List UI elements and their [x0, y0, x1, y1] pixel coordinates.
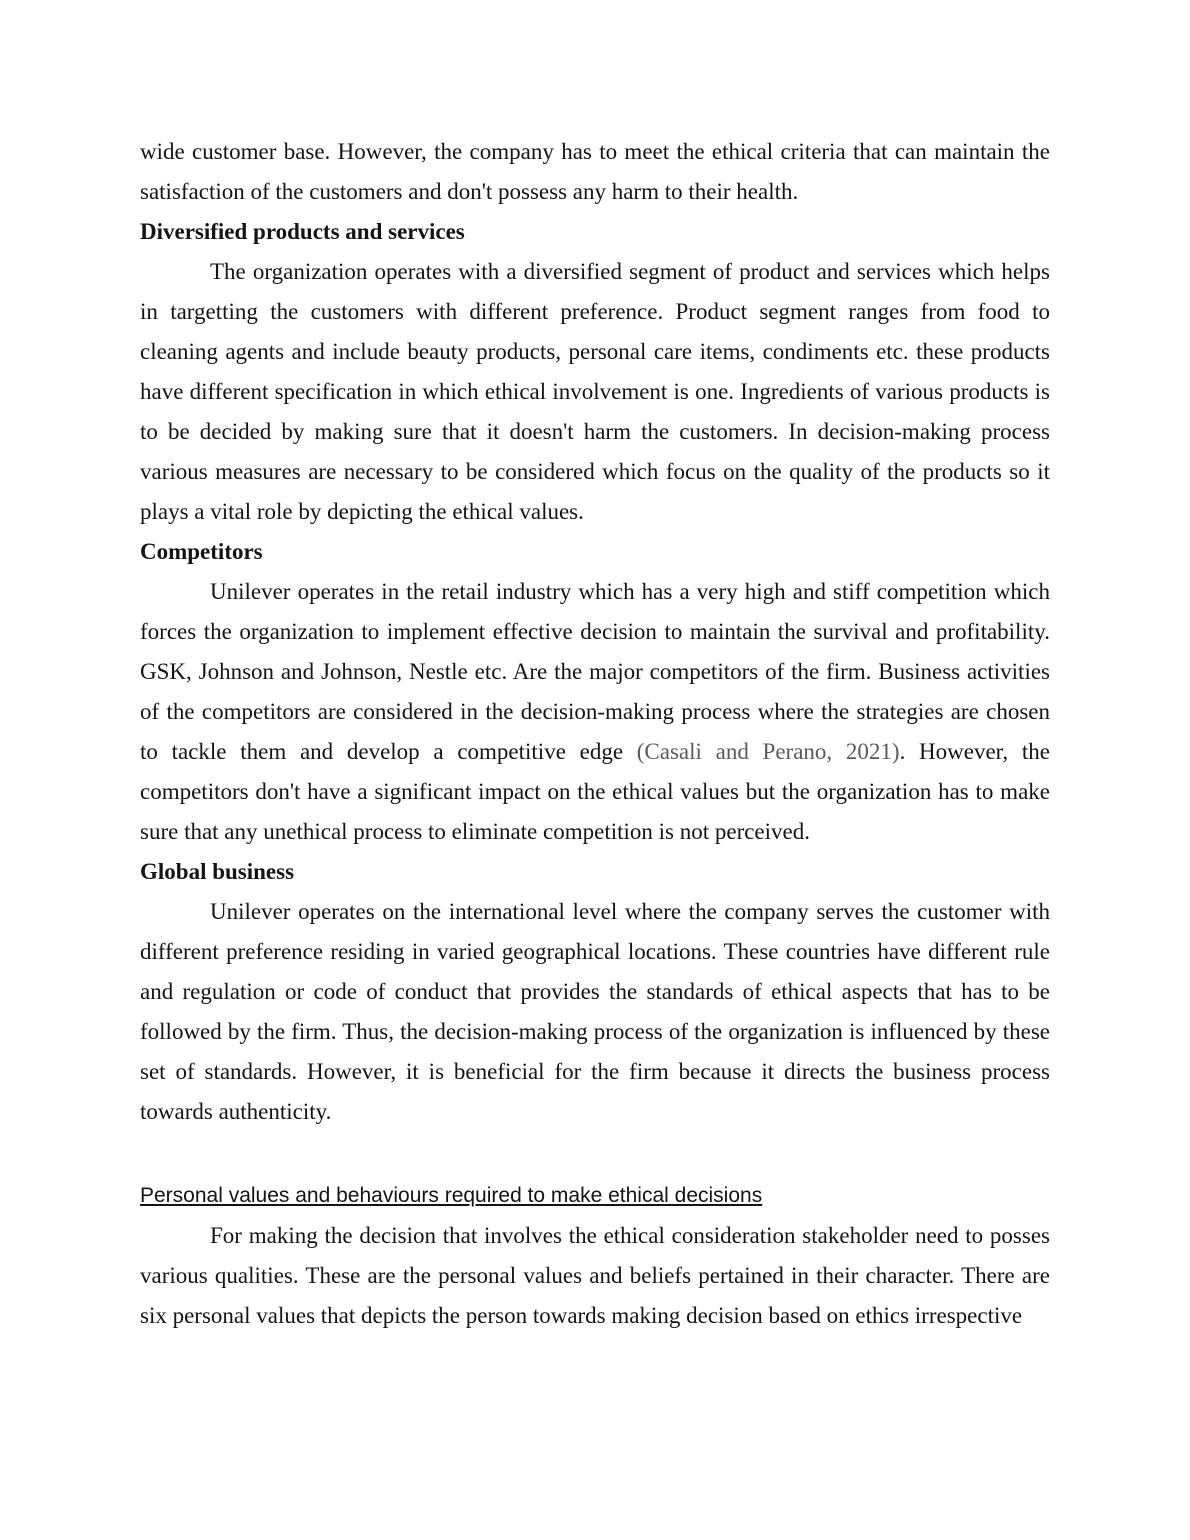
heading-global-business: Global business: [140, 859, 295, 884]
paragraph-personal-values: For making the decision that involves the ethical consideration stakeholder need to posses various qualities. These are the personal values and beliefs pertained in their character. There are six personal values that depicts the person towards making decision based on ethics irrespective: [140, 1223, 1050, 1328]
citation-casali-perano: (Casali and Perano, 2021): [636, 739, 900, 764]
heading-competitors: Competitors: [140, 539, 263, 564]
paragraph-global-business: Unilever operates on the international level where the company serves the customer with different preference residing in varied geographical locations. These countries have different rule and regulation or code of conduct that provides the standards of ethical aspects that has to be followed by the firm. Thus, the decision-making process of the organization is influenced by these set of standards. However, it is beneficial for the firm because it directs the business process towards authenticity.: [140, 899, 1050, 1124]
paragraph-diversified-products: The organization operates with a diversified segment of product and services which helps in targetting the customers with different preference. Product segment ranges from food to cleaning agents and include beauty products, personal care items, condiments etc. these products have different specification in which ethical involvement is one. Ingredients of various products is to be decided by making sure that it doesn't harm the customers. In decision-making process various measures are necessary to be considered which focus on the quality of the products so it plays a vital role by depicting the ethical values.: [140, 259, 1050, 524]
heading-personal-values: Personal values and behaviours required to make ethical decisions: [140, 1184, 763, 1207]
paragraph-text-before-citation: Unilever operates in the retail industry which has a very high and stiff competition which forces the organization to implement effective decision to maintain the survival and profitability. GSK, Johnson and Johnson, Nestle etc. Are the major competitors of the firm. Business activities of the competitors are considered in the decision-making process where the strategies are chosen to tackle them and develop a competitive edge: [140, 579, 1050, 764]
heading-diversified-products: Diversified products and services: [140, 219, 465, 244]
paragraph-competitors: [140, 572, 1050, 852]
paragraph-customer-base-continuation: wide customer base. However, the company has to meet the ethical criteria that can maintain the satisfaction of the customers and don't possess any harm to their health.: [140, 139, 1050, 204]
paragraph-text-after-citation: . However, the competitors don't have a significant impact on the ethical values but the organization has to make sure that any unethical process to eliminate competition is not perceived.: [140, 739, 1050, 844]
